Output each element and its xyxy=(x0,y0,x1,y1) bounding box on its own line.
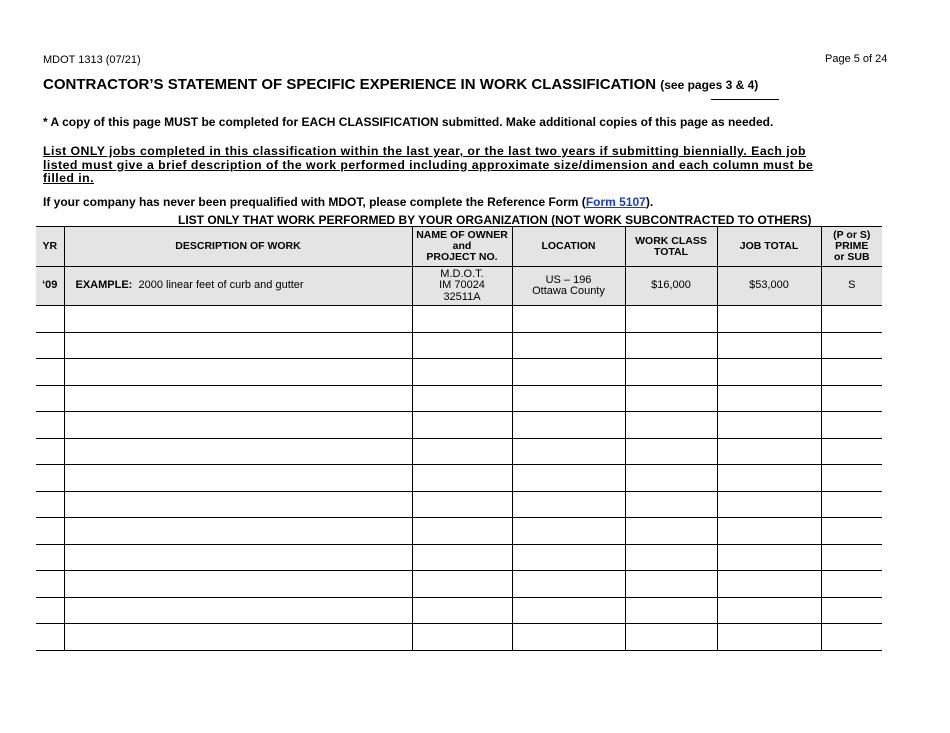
col-header-description: DESCRIPTION OF WORK xyxy=(64,227,412,267)
cell-prime-sub[interactable] xyxy=(821,597,882,624)
cell-owner[interactable] xyxy=(412,518,512,545)
cell-yr[interactable] xyxy=(36,544,64,571)
cell-location[interactable] xyxy=(512,491,625,518)
cell-owner[interactable] xyxy=(412,359,512,386)
cell-work-class-total[interactable] xyxy=(625,359,717,386)
form-id: MDOT 1313 (07/21) xyxy=(43,54,141,66)
cell-location[interactable] xyxy=(512,412,625,439)
cell-prime-sub[interactable] xyxy=(821,385,882,412)
col-header-work-class-total xyxy=(625,227,717,267)
cell-work-class-total[interactable] xyxy=(625,306,717,333)
example-description-text: 2000 linear feet of curb and gutter xyxy=(138,279,304,292)
cell-description[interactable] xyxy=(64,412,412,439)
example-yr: ‘09 xyxy=(36,267,64,306)
cell-description[interactable] xyxy=(64,544,412,571)
cell-description[interactable] xyxy=(64,597,412,624)
example-description xyxy=(64,267,412,306)
form-5107-link[interactable]: Form 5107 xyxy=(585,195,646,209)
cell-job-total[interactable] xyxy=(717,359,821,386)
cell-owner[interactable] xyxy=(412,385,512,412)
cell-owner[interactable] xyxy=(412,491,512,518)
cell-yr[interactable] xyxy=(36,518,64,545)
owner-header-line: and xyxy=(452,240,472,252)
cell-work-class-total[interactable] xyxy=(625,518,717,545)
table-row xyxy=(36,306,882,333)
table-caption: LIST ONLY THAT WORK PERFORMED BY YOUR ORGANIZATION (NOT WORK SUBCONTRACTED TO OTHERS) xyxy=(178,213,812,227)
table-row xyxy=(36,465,882,492)
work-class-header-line: TOTAL xyxy=(653,245,689,258)
cell-location[interactable] xyxy=(512,438,625,465)
list-instructions xyxy=(43,145,843,186)
cell-yr[interactable] xyxy=(36,571,64,598)
table-row xyxy=(36,571,882,598)
cell-location[interactable] xyxy=(512,332,625,359)
cell-yr[interactable] xyxy=(36,412,64,439)
cell-owner[interactable] xyxy=(412,544,512,571)
cell-work-class-total[interactable] xyxy=(625,412,717,439)
cell-location[interactable] xyxy=(512,544,625,571)
cell-yr[interactable] xyxy=(36,306,64,333)
cell-yr[interactable] xyxy=(36,491,64,518)
cell-description[interactable] xyxy=(64,359,412,386)
example-owner xyxy=(412,267,512,306)
cell-location[interactable] xyxy=(512,571,625,598)
cell-yr[interactable] xyxy=(36,332,64,359)
cell-job-total[interactable] xyxy=(717,597,821,624)
cell-yr[interactable] xyxy=(36,359,64,386)
classification-entry-line[interactable] xyxy=(711,99,779,100)
table-row xyxy=(36,438,882,465)
work-class-header-line: WORK CLASS xyxy=(635,234,707,247)
cell-location[interactable] xyxy=(512,359,625,386)
cell-description[interactable] xyxy=(64,491,412,518)
cell-work-class-total[interactable] xyxy=(625,597,717,624)
page-number: Page 5 of 24 xyxy=(825,53,888,65)
cell-prime-sub[interactable] xyxy=(821,465,882,492)
cell-owner[interactable] xyxy=(412,332,512,359)
cell-work-class-total[interactable] xyxy=(625,624,717,651)
cell-description[interactable] xyxy=(64,385,412,412)
cell-yr[interactable] xyxy=(36,597,64,624)
cell-owner[interactable] xyxy=(412,438,512,465)
owner-header-line: NAME OF OWNER xyxy=(416,229,508,241)
cell-work-class-total[interactable] xyxy=(625,438,717,465)
cell-description[interactable] xyxy=(64,518,412,545)
table-row xyxy=(36,412,882,439)
cell-job-total[interactable] xyxy=(717,465,821,492)
example-work-class-total: $16,000 xyxy=(625,267,717,306)
cell-job-total[interactable] xyxy=(717,624,821,651)
owner-header-line: PROJECT NO. xyxy=(426,251,498,263)
col-header-owner xyxy=(412,227,512,267)
table-row xyxy=(36,332,882,359)
example-owner-line: 32511A xyxy=(443,290,481,303)
cell-description[interactable] xyxy=(64,306,412,333)
example-job-total: $53,000 xyxy=(717,267,821,306)
cell-owner[interactable] xyxy=(412,571,512,598)
table-row xyxy=(36,491,882,518)
cell-work-class-total[interactable] xyxy=(625,465,717,492)
list-instructions-text: List ONLY jobs completed in this classification within the last year, or the last two years if submitting biennially. Each job listed must give a brief description of the work performed including approximate size/dimension and each column must be filled in. xyxy=(43,144,814,185)
cell-location[interactable] xyxy=(512,385,625,412)
cell-description[interactable] xyxy=(64,624,412,651)
cell-yr[interactable] xyxy=(36,624,64,651)
table-header-row xyxy=(36,227,882,267)
title-text: CONTRACTOR’S STATEMENT OF SPECIFIC EXPERIENCE IN WORK CLASSIFICATION xyxy=(43,76,657,93)
reference-note-prefix: If your company has never been prequalified with MDOT, please complete the Reference Form ( xyxy=(43,195,586,209)
cell-description[interactable] xyxy=(64,571,412,598)
reference-note-suffix: ). xyxy=(645,195,654,209)
example-location-line: Ottawa County xyxy=(532,285,605,297)
cell-location[interactable] xyxy=(512,306,625,333)
example-row xyxy=(36,267,882,306)
copy-note: * A copy of this page MUST be completed for EACH CLASSIFICATION submitted. Make additional copies of this page as needed. xyxy=(43,115,774,129)
cell-yr[interactable] xyxy=(36,385,64,412)
col-header-job-total: JOB TOTAL xyxy=(717,227,821,267)
cell-prime-sub[interactable] xyxy=(821,571,882,598)
col-header-prime-sub xyxy=(821,227,882,267)
cell-owner[interactable] xyxy=(412,624,512,651)
table-row xyxy=(36,359,882,386)
example-prime-sub: S xyxy=(821,267,882,306)
cell-prime-sub[interactable] xyxy=(821,491,882,518)
cell-description[interactable] xyxy=(64,465,412,492)
prime-header-line: PRIME xyxy=(835,240,869,252)
page-title xyxy=(43,76,758,93)
cell-location[interactable] xyxy=(512,518,625,545)
cell-job-total[interactable] xyxy=(717,332,821,359)
cell-job-total[interactable] xyxy=(717,385,821,412)
cell-owner[interactable] xyxy=(412,597,512,624)
cell-location[interactable] xyxy=(512,465,625,492)
table-row xyxy=(36,624,882,651)
cell-work-class-total[interactable] xyxy=(625,571,717,598)
cell-prime-sub[interactable] xyxy=(821,332,882,359)
col-header-yr: YR xyxy=(36,227,64,267)
cell-job-total[interactable] xyxy=(717,306,821,333)
table-row xyxy=(36,385,882,412)
cell-work-class-total[interactable] xyxy=(625,491,717,518)
example-owner-line: IM 70024 xyxy=(439,279,485,292)
cell-work-class-total[interactable] xyxy=(625,385,717,412)
prime-header-line: or SUB xyxy=(833,251,870,263)
work-experience-table xyxy=(36,226,882,651)
cell-job-total[interactable] xyxy=(717,412,821,439)
cell-prime-sub[interactable] xyxy=(821,306,882,333)
cell-description[interactable] xyxy=(64,332,412,359)
cell-work-class-total[interactable] xyxy=(625,332,717,359)
cell-job-total[interactable] xyxy=(717,491,821,518)
cell-job-total[interactable] xyxy=(717,571,821,598)
reference-note xyxy=(43,195,653,209)
example-owner-line: M.D.O.T. xyxy=(440,267,484,280)
cell-owner[interactable] xyxy=(412,465,512,492)
example-location-line: US – 196 xyxy=(545,273,592,286)
table-row xyxy=(36,518,882,545)
cell-description[interactable] xyxy=(64,438,412,465)
cell-prime-sub[interactable] xyxy=(821,412,882,439)
cell-prime-sub[interactable] xyxy=(821,359,882,386)
cell-location[interactable] xyxy=(512,597,625,624)
col-header-location: LOCATION xyxy=(512,227,625,267)
example-location xyxy=(512,267,625,306)
table-row xyxy=(36,597,882,624)
cell-owner[interactable] xyxy=(412,412,512,439)
cell-prime-sub[interactable] xyxy=(821,438,882,465)
example-label: EXAMPLE: xyxy=(75,279,133,292)
cell-location[interactable] xyxy=(512,624,625,651)
title-subnote: (see pages 3 & 4) xyxy=(660,78,759,92)
cell-job-total[interactable] xyxy=(717,438,821,465)
cell-job-total[interactable] xyxy=(717,544,821,571)
cell-yr[interactable] xyxy=(36,438,64,465)
prime-header-line: (P or S) xyxy=(833,229,871,241)
cell-job-total[interactable] xyxy=(717,518,821,545)
cell-work-class-total[interactable] xyxy=(625,544,717,571)
cell-prime-sub[interactable] xyxy=(821,544,882,571)
table-row xyxy=(36,544,882,571)
cell-yr[interactable] xyxy=(36,465,64,492)
cell-owner[interactable] xyxy=(412,306,512,333)
cell-prime-sub[interactable] xyxy=(821,624,882,651)
cell-prime-sub[interactable] xyxy=(821,518,882,545)
